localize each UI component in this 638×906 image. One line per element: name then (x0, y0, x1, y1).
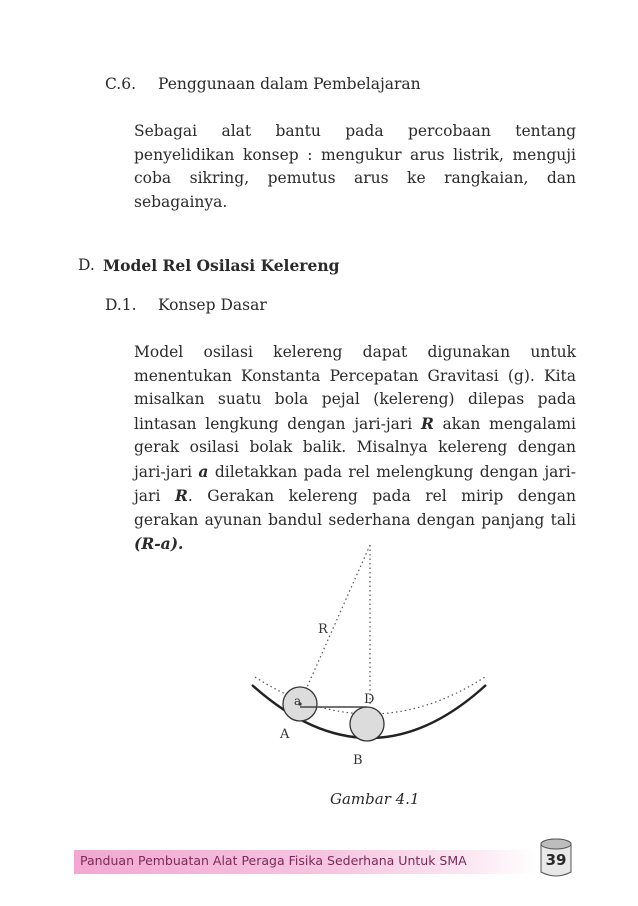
label-R: R (318, 622, 328, 637)
section-d1-title: Konsep Dasar (158, 296, 267, 314)
para-part-1: Model osilasi kelereng dapat digunakan untuk menentukan Konstanta Percepatan Gravitasi (g). Kita misalkan suatu bola pejal (kelereng) dilepas pada lintasan lengkung dengan jari-jari (134, 343, 576, 433)
section-c6-paragraph: Sebagai alat bantu pada percobaan tentang penyelidikan konsep : mengukur arus listrik, menguji coba sikring, pemutus arus ke rangkaian, dan sebagainya. (134, 122, 576, 211)
para-part-3: diletakkan pada rel melengkung dengan jari-jari (134, 462, 576, 505)
section-d1-paragraph (134, 341, 576, 557)
section-d-title: Model Rel Osilasi Kelereng (103, 256, 340, 275)
section-c6-number: C.6. (105, 75, 137, 93)
marble-at-B (350, 707, 384, 741)
page-number: 39 (545, 851, 567, 869)
var-R-minus-a: (R-a). (134, 534, 184, 553)
section-d-letter: D. (78, 256, 95, 274)
para-part-2: akan mengalami gerak osilasi bolak balik. Misalnya kelereng dengan jari-jari (134, 414, 576, 481)
section-c6-title: Penggunaan dalam Pembelajaran (158, 75, 421, 93)
slanted-radius-line (300, 545, 370, 703)
label-a: a (294, 694, 302, 708)
var-a: a (198, 461, 209, 481)
pendulum-rail-diagram (230, 535, 510, 775)
figure-caption: Gambar 4.1 (330, 790, 420, 808)
label-B: B (353, 753, 363, 768)
para-part-4: . Gerakan kelereng pada rel mirip dengan gerakan ayunan bandul sederhana dengan panjang tali (134, 487, 576, 529)
label-A: A (280, 727, 290, 742)
section-d1-number: D.1. (105, 296, 137, 314)
label-D: D (364, 692, 375, 707)
var-R-second: R (174, 486, 188, 505)
var-R-first: R (420, 413, 434, 433)
footer-book-title: Panduan Pembuatan Alat Peraga Fisika Sederhana Untuk SMA (80, 853, 467, 868)
